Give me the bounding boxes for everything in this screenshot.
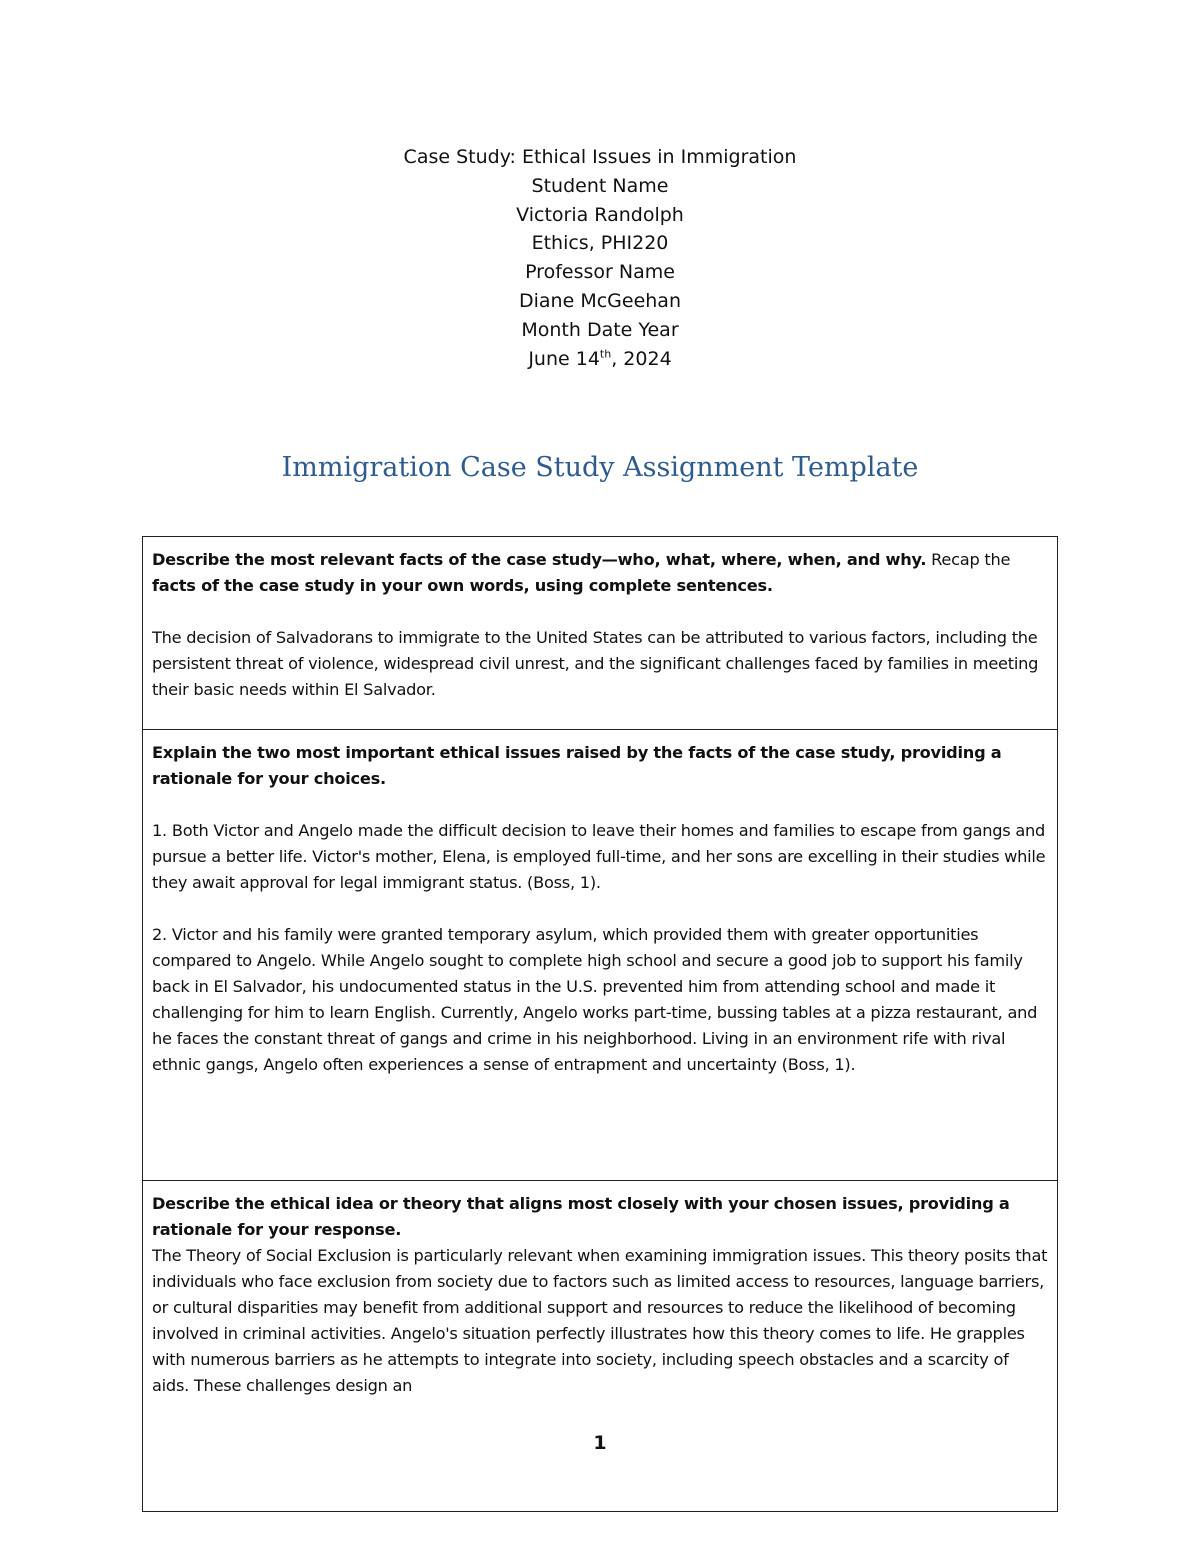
prompt-bold: Explain the two most important ethical issues raised by the facts of the case study, providing a rationale for your choices. [152, 743, 1002, 788]
section-prompt [152, 1191, 1048, 1243]
section-facts [143, 537, 1058, 730]
cover-block [0, 143, 1200, 373]
date-ordinal: th [599, 347, 612, 361]
student-name: Victoria Randolph [516, 203, 684, 226]
date-label: Month Date Year [521, 318, 679, 341]
course-name: Ethics, PHI220 [531, 232, 669, 255]
table-row [143, 730, 1058, 1181]
professor-name: Diane McGeehan [519, 289, 681, 312]
section-ethical-issues [143, 730, 1058, 1181]
assignment-table [142, 536, 1058, 1512]
section-answer: The decision of Salvadorans to immigrate to the United States can be attributed to various factors, including the persistent threat of violence, widespread civil unrest, and the significant challenges faced by families in meeting their basic needs within El Salvador. [152, 628, 1039, 699]
section-ethical-theory [143, 1181, 1058, 1512]
student-label: Student Name [531, 174, 669, 197]
submission-date [0, 345, 1200, 374]
section-answer: The Theory of Social Exclusion is particularly relevant when examining immigration issues. This theory posits that individuals who face exclusion from society due to factors such as limited access to resources, language barriers, or cultural disparities may benefit from additional support and resources to reduce the likelihood of becoming involved in criminal activities. Angelo's situation perfectly illustrates how this theory comes to life. He grapples with numerous barriers as he attempts to integrate into society, including speech obstacles and a scarcity of aids. These challenges design an [152, 1246, 1048, 1395]
section-answer: 2. Victor and his family were granted temporary asylum, which provided them with greater opportunities compared to Angelo. While Angelo sought to complete high school and secure a good job to support his family back in El Salvador, his undocumented status in the U.S. prevented him from attending school and made it challenging for him to learn English. Currently, Angelo works part-time, bussing tables at a pizza restaurant, and he faces the constant threat of gangs and crime in his neighborhood. Living in an environment rife with rival ethnic gangs, Angelo often experiences a sense of entrapment and uncertainty (Boss, 1). [152, 925, 1038, 1074]
prompt-bold: Describe the most relevant facts of the case study—who, what, where, when, and why. [152, 550, 927, 569]
section-prompt [152, 547, 1048, 599]
date-prefix: June 14 [528, 347, 600, 370]
prompt-bold-continued: facts of the case study in your own words, using complete sentences. [152, 576, 773, 595]
date-suffix: , 2024 [611, 347, 672, 370]
professor-label: Professor Name [525, 261, 675, 284]
case-title: Case Study: Ethical Issues in Immigration [403, 146, 797, 168]
document-title: Immigration Case Study Assignment Template [281, 452, 919, 483]
prompt-regular: Recap the [926, 550, 1011, 569]
prompt-bold: Describe the ethical idea or theory that aligns most closely with your chosen issues, providing a rationale for your response. [152, 1194, 1010, 1239]
section-answer: 1. Both Victor and Angelo made the difficult decision to leave their homes and families to escape from gangs and pursue a better life. Victor's mother, Elena, is employed full-time, and her sons are excelling in their studies while they await approval for legal immigrant status. (Boss, 1). [152, 821, 1046, 892]
table-row [143, 1181, 1058, 1512]
section-prompt [152, 740, 1048, 792]
table-row [143, 537, 1058, 730]
page-number: 1 [593, 1432, 607, 1454]
